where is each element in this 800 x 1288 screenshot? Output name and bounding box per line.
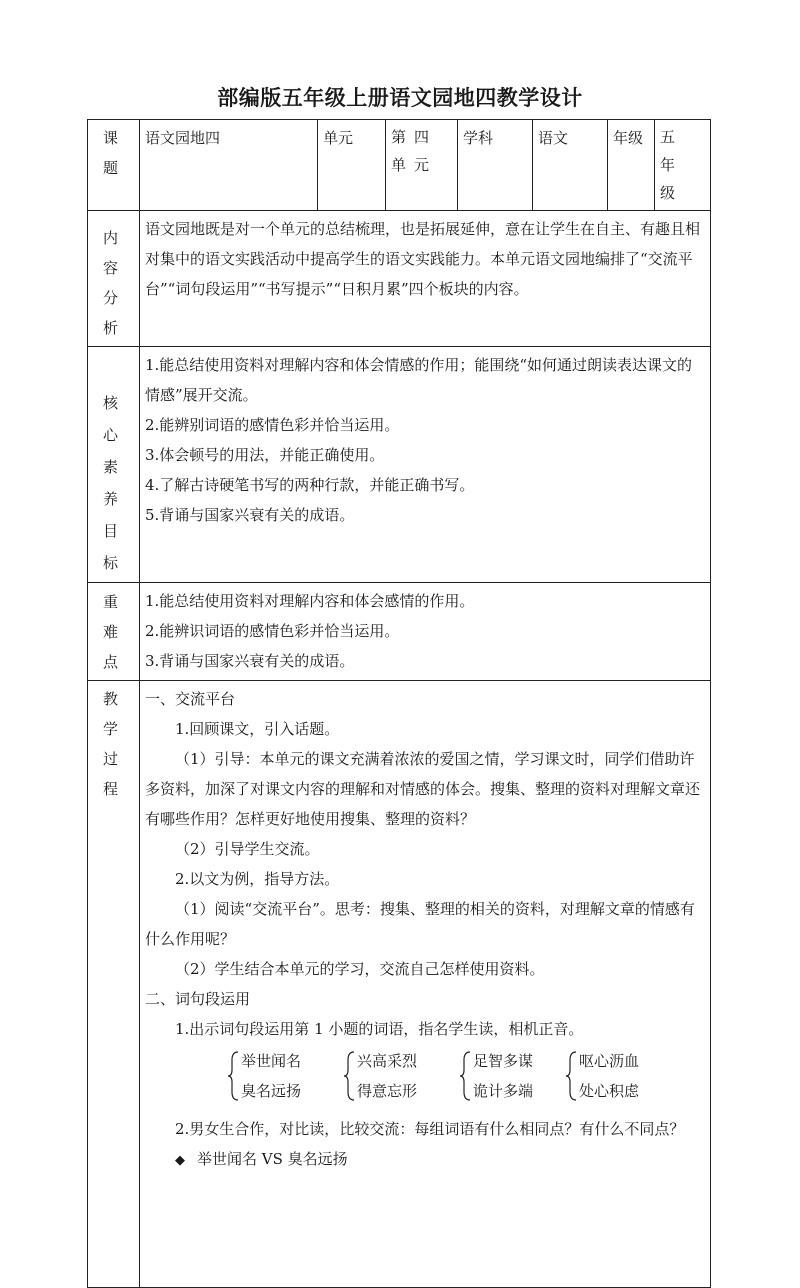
grade-value: 五年级: [655, 120, 711, 211]
course-value: 语文: [533, 120, 608, 211]
lesson-plan-table: [87, 119, 711, 1288]
word-top: 举世闻名: [241, 1052, 302, 1070]
key-points-list: [140, 583, 711, 681]
course-label: 学科: [458, 120, 533, 211]
word-top: 足智多谋: [473, 1052, 534, 1070]
brace-icon: [343, 1050, 355, 1102]
list-item: 5.背诵与国家兴衰有关的成语。: [145, 506, 355, 524]
brace-icon: [565, 1050, 577, 1102]
diamond-bullet-icon: ◆: [175, 1153, 185, 1168]
step: 1.回顾课文，引入话题。: [175, 720, 340, 738]
step-detail: （1）阅读“交流平台”。思考：搜集、整理的相关的资料，对理解文章的情感有什么作用呢？: [145, 900, 695, 948]
key-points-row: [88, 583, 711, 681]
word-groups: [145, 1046, 705, 1108]
bullet-text: 举世闻名 VS 臭名远扬: [197, 1150, 348, 1168]
content-analysis-text: [140, 211, 711, 347]
word-bottom: 诡计多端: [473, 1082, 534, 1100]
grade-label: 年级: [608, 120, 655, 211]
document-title: 部编版五年级上册语文园地四教学设计: [217, 86, 583, 110]
step: 2.男女生合作，对比读，比较交流：每组词语有什么相同点？有什么不同点？: [175, 1120, 685, 1138]
step-detail: （2）学生结合本单元的学习，交流自己怎样使用资料。: [175, 960, 545, 978]
unit-value: 第四单元: [386, 120, 458, 211]
key-points-label: 重难点: [88, 583, 140, 681]
process-label: 教学过程: [88, 681, 140, 1288]
word-bottom: 处心积虑: [579, 1082, 640, 1100]
process-content: [140, 681, 711, 1288]
subject-value: 语文园地四: [140, 120, 318, 211]
list-item: 4.了解古诗硬笔书写的两种行款，并能正确书写。: [145, 476, 475, 494]
list-item: 1.能总结使用资料对理解内容和体会感情的作用。: [145, 592, 475, 610]
list-item: 3.体会顿号的用法，并能正确使用。: [145, 446, 385, 464]
bullet-item: [145, 1144, 705, 1176]
word-group: [227, 1046, 337, 1106]
step-detail: （1）引导：本单元的课文充满着浓浓的爱国之情，学习课文时，同学们借助许多资料，加深了对课文内容的理解和对情感的体会。搜集、整理的资料对理解文章还有哪些作用？怎样更好地使用搜集、整理的资料？: [145, 750, 701, 828]
list-item: 2.能辨别词语的感情色彩并恰当运用。: [145, 416, 400, 434]
brace-icon: [459, 1050, 471, 1102]
list-item: 2.能辨识词语的感情色彩并恰当运用。: [145, 622, 400, 640]
content-analysis-label: 内容分析: [88, 211, 140, 347]
section-heading: 二、词句段运用: [145, 990, 251, 1008]
brace-icon: [227, 1050, 239, 1102]
step: 1.出示词句段运用第 1 小题的词语，指名学生读，相机正音。: [175, 1020, 584, 1038]
word-bottom: 得意忘形: [357, 1082, 418, 1100]
list-item: 3.背诵与国家兴衰有关的成语。: [145, 652, 355, 670]
step-detail: （2）引导学生交流。: [175, 840, 320, 858]
core-goals-list: [140, 347, 711, 583]
word-group: [459, 1046, 569, 1106]
section-heading: 一、交流平台: [145, 690, 236, 708]
word-bottom: 臭名远扬: [241, 1082, 302, 1100]
subject-label: 课题: [88, 120, 140, 211]
step: 2.以文为例，指导方法。: [175, 870, 340, 888]
list-item: 1.能总结使用资料对理解内容和体会情感的作用；能围绕“如何通过朗读表达课文的情感”展开交流。: [145, 356, 692, 404]
content-analysis-row: [88, 211, 711, 347]
unit-label: 单元: [318, 120, 386, 211]
word-group: [565, 1046, 675, 1106]
word-top: 呕心沥血: [579, 1052, 640, 1070]
core-goals-label: 核心素养目标: [88, 347, 140, 583]
word-top: 兴高采烈: [357, 1052, 418, 1070]
core-goals-row: [88, 347, 711, 583]
header-row: [88, 120, 711, 211]
content-analysis-paragraph: 语文园地既是对一个单元的总结梳理，也是拓展延伸，意在让学生在自主、有趣且相对集中的语文实践活动中提高学生的语文实践能力。本单元语文园地编排了“交流平台”“词句段运用”“书写提示”“日积月累”四个板块的内容。: [145, 220, 701, 298]
word-group: [343, 1046, 453, 1106]
process-row: [88, 681, 711, 1288]
